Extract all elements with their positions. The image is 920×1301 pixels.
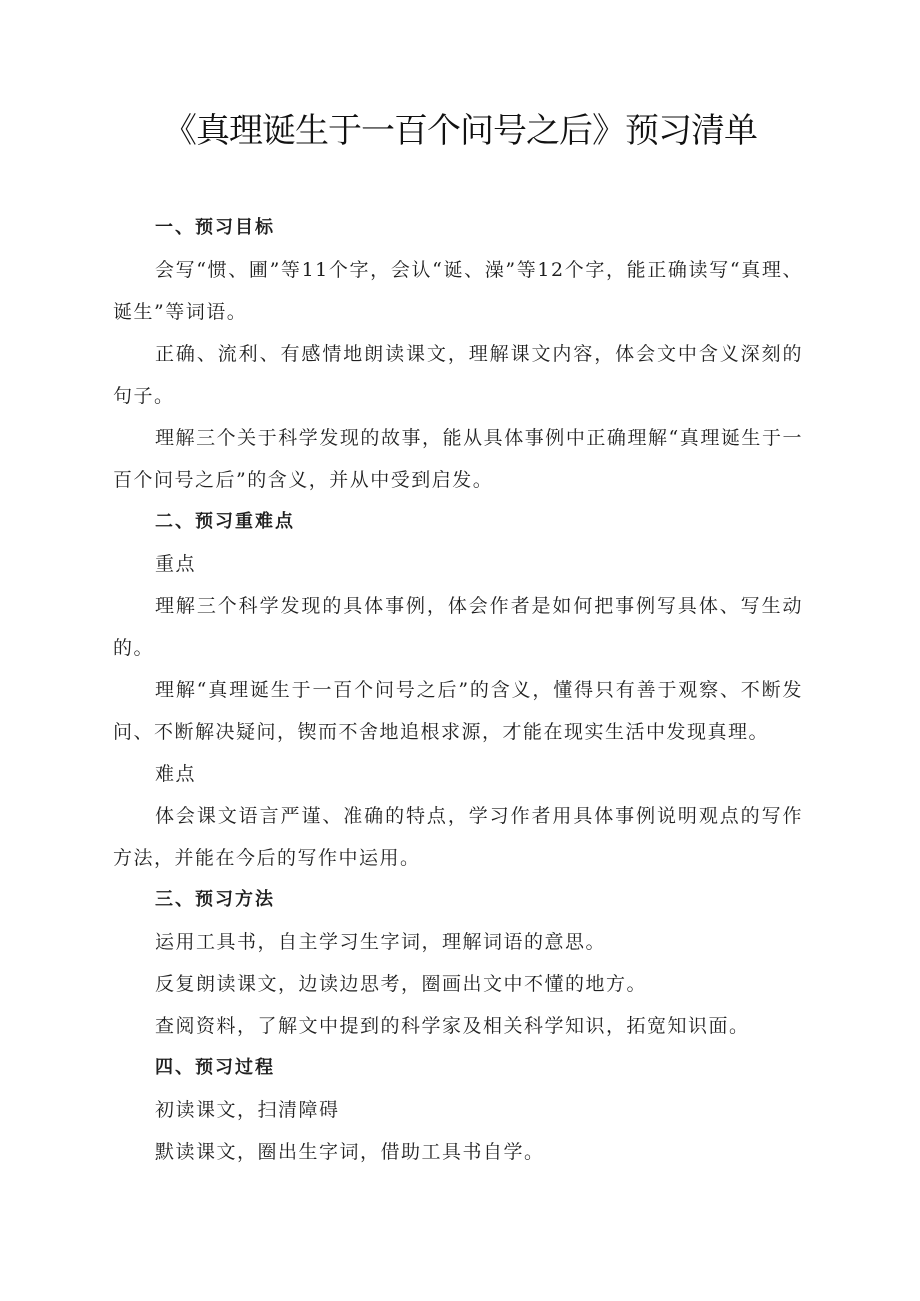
paragraph: 查阅资料，了解文中提到的科学家及相关科学知识，拓宽知识面。 [155, 1015, 750, 1037]
paragraph: 理解三个科学发现的具体事例，体会作者是如何把事例写具体、写生动的。 [113, 595, 803, 659]
section-heading-process: 四、预习过程 [155, 1057, 275, 1078]
paragraph: 理解“真理诞生于一百个问号之后”的含义，懂得只有善于观察、不断发问、不断解决疑问，锲而不舍地追根求源，才能在现实生活中发现真理。 [113, 679, 803, 743]
paragraph: 体会课文语言严谨、准确的特点，学习作者用具体事例说明观点的写作方法，并能在今后的写作中运用。 [113, 805, 803, 869]
section-heading-key-points: 二、预习重难点 [155, 511, 295, 532]
paragraph: 正确、流利、有感情地朗读课文，理解课文内容，体会文中含义深刻的句子。 [113, 343, 803, 407]
paragraph: 会写“惯、圃”等11个字，会认“诞、澡”等12个字，能正确读写“真理、诞生”等词语。 [113, 259, 803, 323]
subheading-key-point: 重点 [155, 553, 197, 575]
subheading-difficult-point: 难点 [155, 763, 197, 785]
section-heading-goals: 一、预习目标 [155, 217, 275, 238]
document-title: 《真理诞生于一百个问号之后》预习清单 [163, 111, 757, 151]
paragraph: 理解三个关于科学发现的故事，能从具体事例中正确理解“真理诞生于一百个问号之后”的含义，并从中受到启发。 [113, 427, 803, 491]
paragraph: 反复朗读课文，边读边思考，圈画出文中不懂的地方。 [155, 973, 648, 995]
document-body [113, 207, 803, 1173]
paragraph: 初读课文，扫清障碍 [155, 1099, 340, 1121]
paragraph: 默读课文，圈出生字词，借助工具书自学。 [155, 1141, 545, 1163]
paragraph: 运用工具书，自主学习生字词，理解词语的意思。 [155, 931, 607, 953]
section-heading-methods: 三、预习方法 [155, 889, 275, 910]
